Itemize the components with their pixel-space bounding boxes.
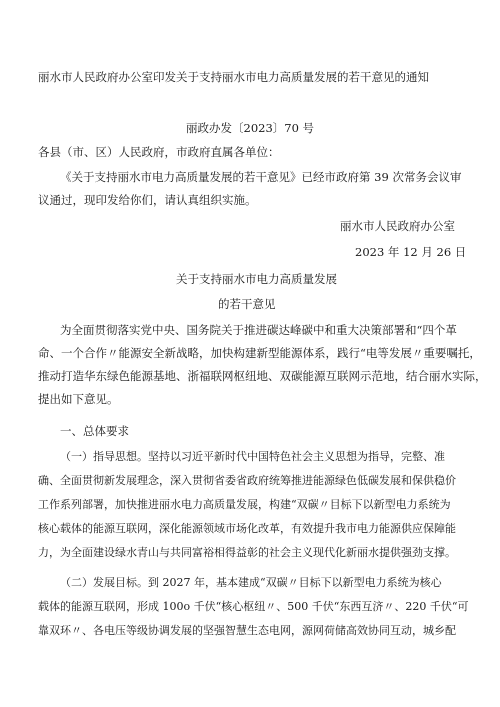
item1-line: （一）指导思想。坚持以习近平新时代中国特色社会主义思想为指导，完整、准 <box>60 450 445 463</box>
preamble-line: 推动打造华东绿色能源基地、浙福联网枢纽地、双碳能源互联网示范地，结合丽水实际， <box>38 369 487 383</box>
item2-line: （二）发展目标。到 2027 年，基本建成“双碳〃目标下以新型电力系统为核心 <box>60 576 442 589</box>
item2-line: 载体的能源互联网，形成 100o 千伏“核心枢纽〃、500 千伏“东西互济〃、220 千伏“可 <box>38 600 469 613</box>
item2-line: 靠双环〃、各电压等级协调发展的坚强智慧生态电网，源网荷储高效协同互动，城乡配 <box>38 624 456 637</box>
opinion-title: 关于支持丽水市电力高质量发展 <box>176 272 337 286</box>
preamble-line: 提出如下意见。 <box>38 392 119 406</box>
addressee: 各县（市、区）人民政府，市政府直属各单位： <box>38 145 280 159</box>
issuer: 丽水市人民政府办公室 <box>340 219 455 233</box>
item1-line: 工作系列部署，加快推进丽水电力高质量发展，构建“双碳〃目标下以新型电力系统为 <box>38 498 451 511</box>
section-heading: 一、总体要求 <box>60 424 129 438</box>
item1-line: 力，为全面建设绿水青山与共同富裕相得益彰的社会主义现代化新丽水提供强劲支撑。 <box>38 546 456 559</box>
item1-line: 核心载体的能源互联网，深化能源领域市场化改革，有效提升我市电力能源供应保障能 <box>38 522 456 535</box>
intro-line: 《关于支持丽水市电力高质量发展的若干意见》已经市政府第 39 次常务会议审 <box>60 170 462 184</box>
preamble-line: 命、一个合作〃能源安全新战略，加快构建新型能源体系，践行“电等发展〃重要嘱托， <box>38 346 481 360</box>
item1-line: 确、全面贯彻新发展理念，深入贯彻省委省政府统筹推进能源绿色低碳发展和保供稳价 <box>38 474 456 487</box>
intro-line: 议通过，现印发给你们，请认真组织实施。 <box>38 193 257 207</box>
preamble-line: 为全面贯彻落实党中央、国务院关于推进碳达峰碳中和重大决策部署和“四个革 <box>60 323 457 337</box>
opinion-title: 的若干意见 <box>218 297 276 311</box>
notice-title: 丽水市人民政府办公室印发关于支持丽水市电力高质量发展的若干意见的通知 <box>38 70 429 84</box>
issue-date: 2023 年 12 月 26 日 <box>355 245 467 259</box>
document-number: 丽政办发〔2023〕70 号 <box>186 121 315 135</box>
